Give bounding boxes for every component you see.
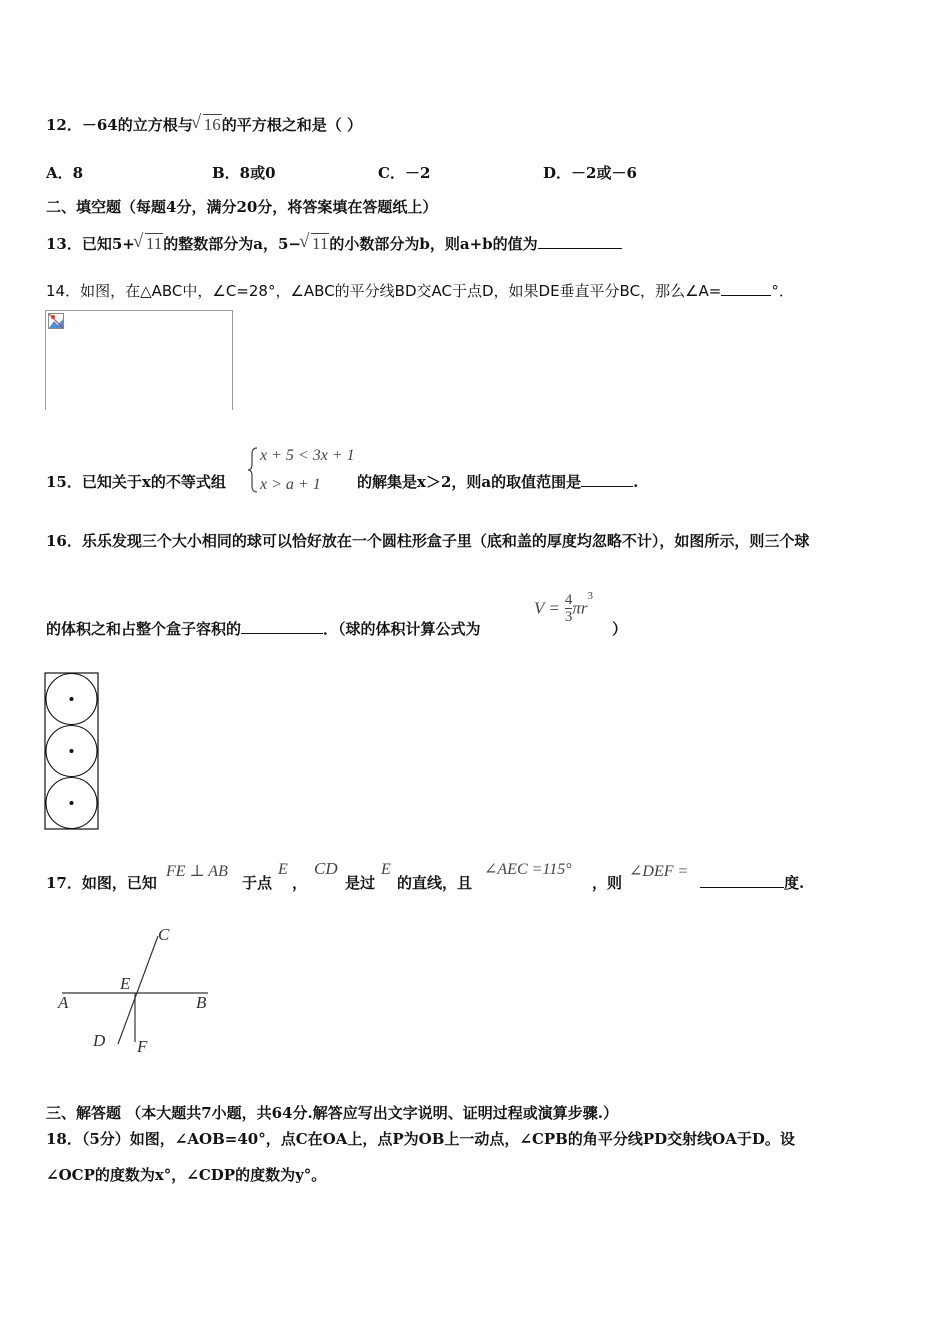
q12-option-d: D．－2或－6 <box>543 164 637 182</box>
q17-m5: ∠AEC =115° <box>484 861 572 878</box>
q17-m3: CD <box>314 859 338 878</box>
label-c: C <box>158 925 170 944</box>
sqrt-11-b: √ 11 <box>301 234 329 254</box>
section2-title: 二、填空题（每题4分，满分20分，将答案填在答题纸上） <box>46 198 438 216</box>
q16-answer-blank[interactable] <box>241 619 323 634</box>
broken-image-icon <box>48 313 64 329</box>
q17-end-wrap: 度. <box>700 872 804 893</box>
sphere-volume-formula: V = $\frac{4}{3}$ $\pi r^3$ <box>534 589 594 625</box>
q16-end: ） <box>612 620 628 638</box>
q17-prefix: 17．如图，已知 <box>46 874 157 892</box>
q17-line-figure <box>50 920 220 1060</box>
ball-bottom-center <box>70 801 74 805</box>
q14-stem: 14．如图，在△ABC中，∠C=28°，∠ABC的平分线BD交AC于点D，如果DE垂直平分BC，那么∠A= °． <box>46 282 794 300</box>
sqrt-16: √ 16 <box>193 115 222 135</box>
q15-suffix: 的解集是x＞2，则a的取值范围是 . <box>357 473 639 491</box>
q17-t2: ， <box>292 874 308 892</box>
q17-t4: 的直线，且 <box>397 874 473 892</box>
q16-cylinder-figure <box>44 672 100 832</box>
q15-answer-blank[interactable] <box>581 472 633 487</box>
q16-line2: 的体积之和占整个盒子容积的 ．（球的体积计算公式为 <box>46 620 481 638</box>
q13-answer-blank[interactable] <box>538 234 622 249</box>
q17-t5: ，则 <box>592 874 623 892</box>
q12-option-a: A．8 <box>46 164 84 182</box>
q17-answer-blank[interactable] <box>700 873 784 888</box>
q17-t3: 是过 <box>345 874 376 892</box>
q15-eq1: x + 5 < 3x + 1 <box>260 447 355 464</box>
left-brace <box>248 448 257 492</box>
q12-option-b: B．8或0 <box>212 164 276 182</box>
q15-eq2: x > a + 1 <box>260 476 321 493</box>
q14-answer-blank[interactable] <box>721 281 771 296</box>
label-f: F <box>137 1037 148 1056</box>
ball-middle-center <box>70 749 74 753</box>
q17-m2: E <box>278 861 288 878</box>
label-e: E <box>120 974 131 993</box>
sqrt-11-a: √ 11 <box>135 234 163 254</box>
q12-option-c: C．－2 <box>378 164 431 182</box>
q17-t1: 于点 <box>242 874 273 892</box>
q18-line2: ∠OCP的度数为x°，∠CDP的度数为y°。 <box>46 1166 327 1184</box>
label-d: D <box>93 1031 106 1050</box>
label-a: A <box>58 993 69 1012</box>
q13-stem: 13．已知5+√ 11的整数部分为a，5−√ 11的小数部分为b，则a+b的值为 <box>46 233 622 254</box>
q17-m1: FE ⊥ AB <box>166 863 228 880</box>
q14-figure-placeholder <box>45 310 233 410</box>
formula-fraction: $\frac{4}{3}$ <box>564 592 573 625</box>
ball-top-center <box>70 697 74 701</box>
q16-line1: 16．乐乐发现三个大小相同的球可以恰好放在一个圆柱形盒子里（底和盖的厚度均忽略不计），如图所示，则三个球 <box>46 532 810 550</box>
label-b: B <box>196 993 207 1012</box>
q12-stem: 12．－64的立方根与√ 16的平方根之和是（ ） <box>46 114 362 135</box>
section3-title: 三、解答题 （本大题共7小题，共64分.解答应写出文字说明、证明过程或演算步骤.） <box>46 1104 618 1122</box>
q18-line1: 18．（5分）如图，∠AOB=40°，点C在OA上，点P为OB上一动点，∠CPB的角平分线PD交射线OA于D。设 <box>46 1130 795 1148</box>
q17-m6: ∠DEF = <box>629 863 689 880</box>
q15-prefix: 15．已知关于x的不等式组 <box>46 473 226 491</box>
q17-m4: E <box>381 861 391 878</box>
